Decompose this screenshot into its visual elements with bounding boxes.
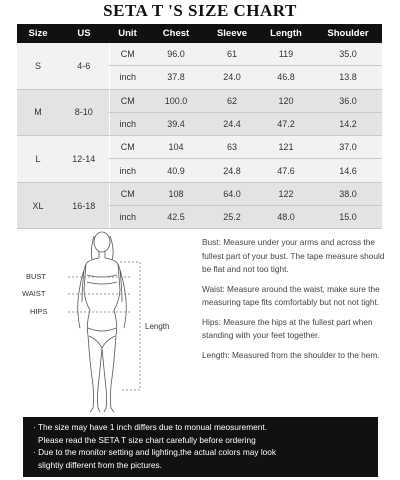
disclaimer-line-2: Please read the SETA T size chart carefully before ordering [38,434,256,445]
disclaimer-box [23,417,378,477]
shoulder-cell: 37.0 [314,136,382,159]
disclaimer-line-4: slightiy different from the pictures. [38,459,162,470]
header-sleeve: Sleeve [206,24,258,43]
table-row [17,182,382,205]
sleeve-cell: 61 [206,43,258,66]
waist-label: WAIST [22,289,46,298]
disclaimer-line-1: · The size may have 1 inch differs due to monual meosurement. [33,422,267,432]
unit-cell: inch [109,112,146,135]
length-cell: 48.0 [258,206,314,229]
shoulder-cell: 35.0 [314,43,382,66]
length-cell: 47.2 [258,112,314,135]
size-cell: L [17,136,59,183]
shoulder-cell: 13.8 [314,66,382,89]
sleeve-cell: 24.0 [206,66,258,89]
chest-cell: 104 [146,136,206,159]
unit-cell: inch [109,66,146,89]
us-cell: 8-10 [59,89,109,136]
shoulder-cell: 14.6 [314,159,382,182]
note-length: Length: Measured from the shoulder to the hem. [202,349,380,360]
header-shoulder: Shoulder [314,24,382,43]
sleeve-cell: 24.8 [206,159,258,182]
length-cell: 119 [258,43,314,66]
table-header-row [17,24,382,43]
table-row [17,43,382,66]
chest-cell: 37.8 [146,66,206,89]
sleeve-cell: 24.4 [206,112,258,135]
chest-cell: 96.0 [146,43,206,66]
shoulder-cell: 15.0 [314,206,382,229]
length-cell: 47.6 [258,159,314,182]
size-table [17,24,382,229]
chest-cell: 100.0 [146,89,206,112]
us-cell: 4-6 [59,43,109,89]
unit-cell: inch [109,206,146,229]
chest-cell: 42.5 [146,206,206,229]
length-cell: 120 [258,89,314,112]
bust-label: BUST [26,272,47,281]
unit-cell: inch [109,159,146,182]
sleeve-cell: 25.2 [206,206,258,229]
shoulder-cell: 14.2 [314,112,382,135]
size-cell: XL [17,182,59,229]
length-cell: 121 [258,136,314,159]
hips-label: HIPS [30,307,48,316]
length-label: Length [145,322,170,331]
chest-cell: 108 [146,182,206,205]
header-unit: Unit [109,24,146,43]
sleeve-cell: 62 [206,89,258,112]
header-chest: Chest [146,24,206,43]
us-cell: 16-18 [59,182,109,229]
measurement-figure [20,230,195,415]
note-bust: Bust: Measure under your arms and across the fullest part of your bust. The tape measure should be flat and not too tight. [202,237,385,274]
chest-cell: 39.4 [146,112,206,135]
us-cell: 12-14 [59,136,109,183]
sleeve-cell: 64.0 [206,182,258,205]
header-us: US [59,24,109,43]
header-size: Size [17,24,59,43]
length-cell: 122 [258,182,314,205]
table-row [17,89,382,112]
sleeve-cell: 63 [206,136,258,159]
unit-cell: CM [109,136,146,159]
size-cell: M [17,89,59,136]
unit-cell: CM [109,89,146,112]
note-waist: Waist: Measure around the waist, make sure the measuring tape fits comfortably but not not tight. [202,283,380,307]
note-hips: Hips: Measure the hips at the fullest part when standing with your feet together. [202,316,373,340]
unit-cell: CM [109,43,146,66]
shoulder-cell: 38.0 [314,182,382,205]
size-cell: S [17,43,59,89]
length-cell: 46.8 [258,66,314,89]
measurement-notes [202,236,392,368]
header-length: Length [258,24,314,43]
unit-cell: CM [109,182,146,205]
chest-cell: 40.9 [146,159,206,182]
chart-title: SETA T 'S SIZE CHART [103,1,297,20]
shoulder-cell: 36.0 [314,89,382,112]
disclaimer-line-3: · Due to the monitor setting and lighting,the actual colors may look [33,447,277,457]
table-row [17,136,382,159]
